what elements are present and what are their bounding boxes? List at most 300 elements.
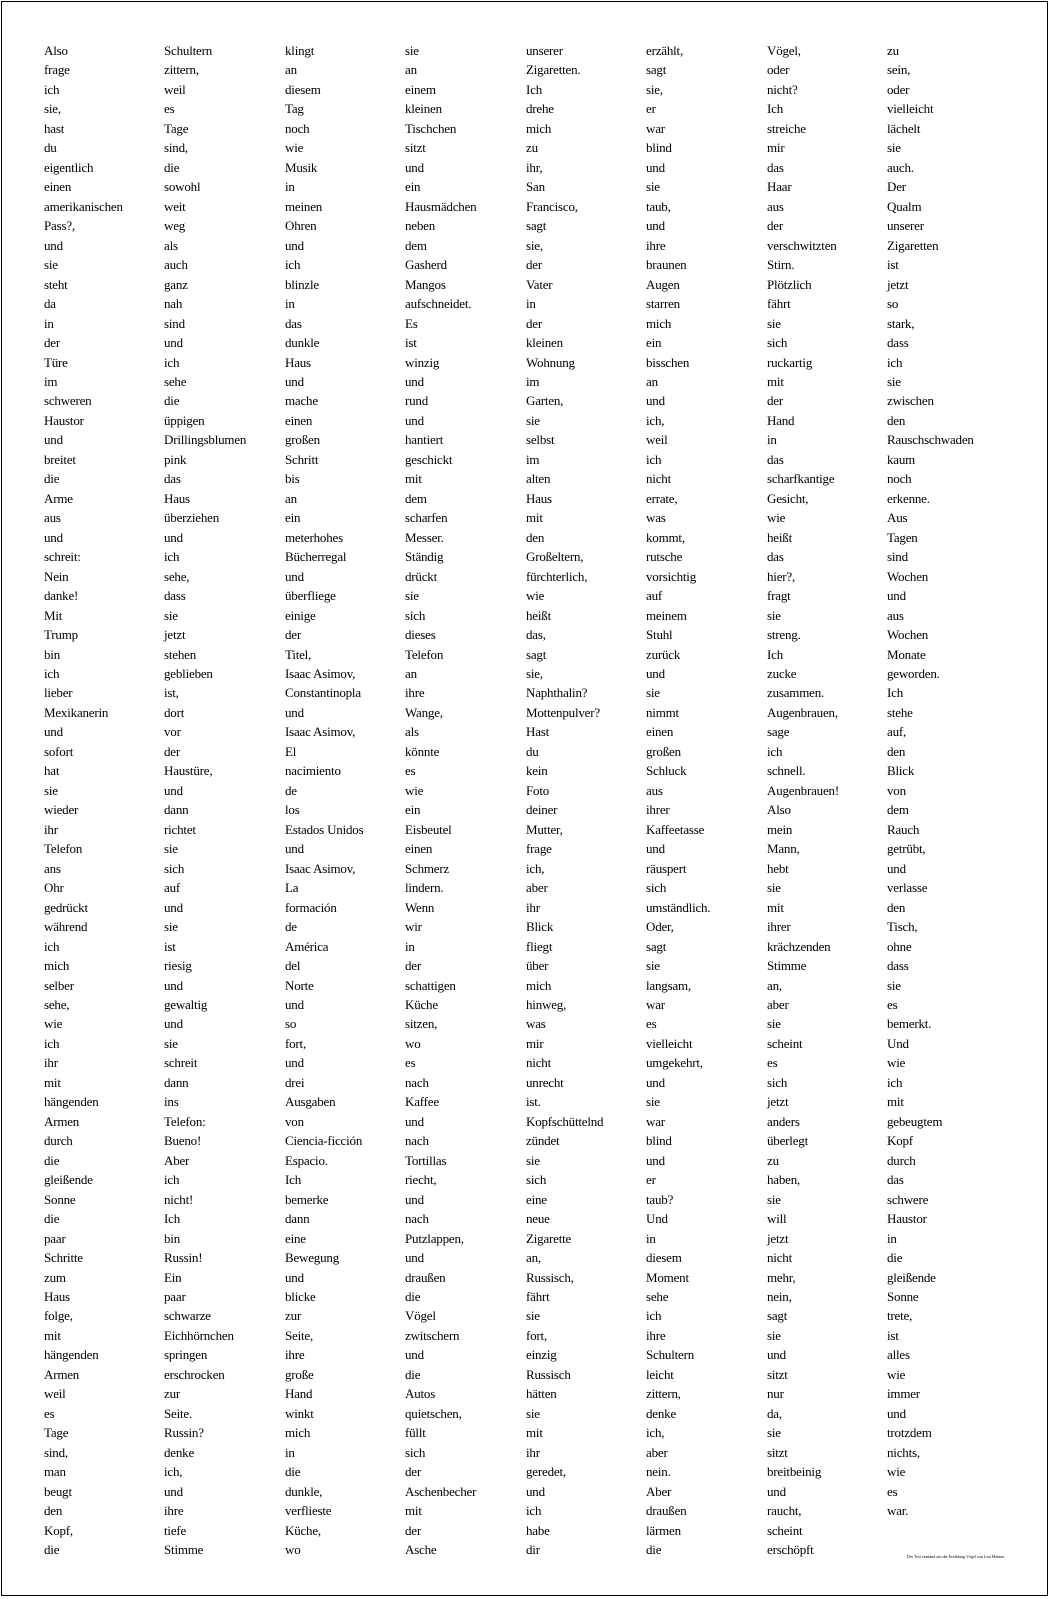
word: ist [887,1327,899,1343]
word: selber [44,977,74,993]
word: der [44,335,60,351]
word: zusammen. [767,685,825,701]
word: Ich [767,646,783,662]
word: sind, [164,140,188,156]
word: deiner [526,802,558,818]
word: Oder, [646,919,674,935]
word: diesem [285,81,321,97]
word: hast [44,120,65,136]
word: Vater [526,276,553,292]
word: ich [44,938,60,954]
word: Küche [405,996,438,1012]
word: mir [526,1035,544,1051]
word: und [767,1347,786,1363]
word: ist [887,257,899,273]
word: Kaffee [405,1094,439,1110]
word: ich [526,1503,542,1519]
word-column-8 [887,41,1007,1521]
word: einen [285,412,313,428]
word: üppigen [164,412,205,428]
word: bis [285,471,300,487]
word: aber [646,1444,668,1460]
word: Constantinopla [285,685,361,701]
word: und [164,529,183,545]
word-column-2 [164,41,284,1560]
word: kleinen [526,335,563,351]
word: Ständig [405,549,444,565]
word: mir [767,140,785,156]
word: mich [646,315,672,331]
word: sitzen, [405,1016,438,1032]
word: er [646,101,656,117]
word: die [646,1542,662,1558]
word: da [44,296,56,312]
word: großen [285,432,320,448]
word: sehe, [164,568,190,584]
word: Garten, [526,393,564,409]
word: denke [646,1405,677,1421]
word: Und [646,1211,668,1227]
word: Russin! [164,1250,203,1266]
word: und [285,1055,304,1071]
word: zittern, [164,62,199,78]
word: sind [164,315,185,331]
word: hantiert [405,432,444,448]
word: das [767,549,784,565]
word: erkenne. [887,490,930,506]
word: sehe [646,1289,669,1304]
word: Haus [164,490,190,506]
word: ans [44,860,61,876]
word: de [285,782,297,798]
word: richtet [164,821,196,837]
word: Kopf, [44,1522,73,1538]
word: zum [44,1269,66,1285]
word: nein, [767,1289,792,1304]
word: Stirn. [767,257,795,273]
word: sie [646,179,660,195]
word: mit [44,1074,61,1090]
word: lieber [44,685,73,701]
word: sie, [44,101,61,117]
word: mit [526,510,543,526]
word: Mexikanerin [44,704,109,720]
word: Hand [285,1386,313,1402]
word: Zigaretten. [526,62,581,78]
word: Stuhl [646,627,673,643]
word: Asche [405,1542,437,1558]
word: sagt [646,62,667,78]
word: Bewegung [285,1250,339,1266]
word: du [44,140,57,156]
word: sie, [526,666,543,681]
word: Ausgaben [285,1094,336,1110]
word: frage [44,62,70,78]
word: zu [767,1152,779,1168]
word: noch [285,120,310,136]
word: auch. [887,159,914,175]
word: sie [164,1035,178,1051]
word: Haus [526,490,552,506]
word: sie [164,919,178,935]
word: da, [767,1405,782,1421]
word: krächzenden [767,938,831,954]
word: mit [526,1425,543,1441]
word: sie [164,607,178,623]
word: es [164,101,175,117]
word: und [646,218,665,234]
word: überlegt [767,1133,808,1149]
word: in [887,1230,897,1246]
word: das [767,451,784,467]
word: Wochen [887,568,929,584]
word: sein, [887,62,911,78]
word: verschwitzten [767,237,837,253]
word: und [164,782,183,798]
word: mich [44,958,70,974]
word: ist, [164,685,179,701]
word: er [646,1172,656,1188]
word: eine [285,1230,306,1246]
word: geredet, [526,1464,566,1480]
word: dann [285,1211,310,1227]
word: Türe [44,354,68,370]
word: ich, [646,412,665,428]
word: gleißende [44,1172,93,1188]
word: an [646,373,658,389]
word: einen [405,841,433,857]
word: es [405,1055,416,1071]
word: gedrückt [44,899,88,915]
word: aus [767,198,784,214]
word: alten [526,471,551,487]
word: blinzle [285,276,319,292]
word: auf [164,880,180,896]
word: sage [767,724,790,740]
word: ihre [285,1347,305,1363]
word: und [646,159,665,175]
word: und [405,1250,424,1266]
word: Tage [164,120,189,136]
word: der [767,393,783,409]
word: fragt [767,588,791,604]
word: sagt [526,646,547,662]
word: drehe [526,101,554,117]
word: noch [887,471,912,487]
word: das [164,471,181,487]
word: sie [44,257,58,273]
word: erzählt, [646,43,684,58]
word: den [887,899,906,915]
word: Also [767,802,791,818]
word: heißt [526,607,551,623]
word: eigentlich [44,159,94,175]
word: winkt [285,1405,314,1421]
word: und [405,1113,424,1129]
word: im [526,451,540,467]
word: Telefon [44,841,83,857]
word: gewaltig [164,996,208,1012]
word: gleißende [887,1269,936,1285]
word: Vögel [405,1308,436,1324]
word: mit [44,1327,61,1343]
word: anders [767,1113,800,1129]
word: sich [767,335,788,351]
word: sagt [767,1308,788,1324]
word: das [285,315,302,331]
word: dunkle, [285,1483,323,1499]
word: dass [164,588,186,604]
word: zurück [646,646,681,662]
word: Tisch, [887,919,918,935]
word: nicht? [767,81,798,97]
word: geschickt [405,451,453,467]
word: und [285,704,304,720]
word: sie [44,782,58,798]
word: aus [887,607,904,623]
word: nicht! [164,1191,194,1207]
word: Wohnung [526,354,575,370]
word: Bücherregal [285,549,347,565]
word: Rauch [887,821,920,837]
word: mich [526,120,552,136]
word: wie [887,1055,906,1071]
word: die [405,1366,421,1382]
word: bin [164,1230,181,1246]
word: was [646,510,666,526]
word: Tagen [887,529,918,545]
word: Schritte [44,1250,83,1266]
word: dunkle [285,335,320,351]
word: jetzt [767,1230,789,1246]
word: so [285,1016,297,1032]
word: Pass?, [44,218,75,234]
word: fährt [526,1289,550,1304]
word: Ich [526,81,542,97]
word: fort, [285,1035,307,1051]
word: sie [767,880,781,896]
word: fürchterlich, [526,568,588,584]
word: meinem [646,607,687,623]
word: zur [164,1386,180,1402]
word: nicht [767,1250,792,1266]
word: El [285,743,297,759]
word: sehe [164,373,187,389]
word: aber [526,880,548,896]
word: in [44,315,54,331]
word: die [164,159,180,175]
word: braunen [646,257,687,273]
word: Ciencia-ficción [285,1133,363,1149]
word: sagt [646,938,667,954]
word: und [646,666,665,681]
word: Isaac Asimov, [285,860,356,876]
word-column-4 [405,41,525,1560]
word: und [887,1405,906,1421]
word: selbst [526,432,555,448]
word: Großeltern, [526,549,584,565]
word: mit [405,471,422,487]
word: Eisbeutel [405,821,452,837]
word: verlasse [887,880,928,896]
word: gebeugtem [887,1113,943,1129]
word: die [44,1152,60,1168]
word-column-7 [767,41,887,1560]
word: als [405,724,419,740]
word: ich [887,1074,903,1090]
word: und [44,432,63,448]
word: immer [887,1386,920,1402]
word: Haustor [887,1211,927,1227]
word: Sonne [887,1289,919,1304]
word: wie [405,782,424,798]
word: sie [526,1308,540,1324]
word: an, [526,1250,541,1266]
word: ihr [526,899,540,915]
word: Tortillas [405,1152,447,1168]
word: mich [526,977,552,993]
word: Russisch [526,1366,571,1382]
word: Ich [887,685,903,701]
word: vorsichtig [646,568,696,584]
word: wie [887,1464,906,1480]
word: räuspert [646,860,687,876]
word: los [285,802,300,818]
word: winzig [405,354,440,370]
word: sofort [44,743,74,759]
word: blicke [285,1289,316,1304]
word: sie [767,1191,781,1207]
word-column-1 [44,41,164,1560]
word: quietschen, [405,1405,462,1421]
word-column-6 [646,41,766,1560]
word: ich, [526,860,545,876]
word: war [646,996,665,1012]
word: raucht, [767,1503,802,1519]
word: kleinen [405,101,442,117]
word: Ein [164,1269,182,1285]
word: die [44,1542,60,1558]
word: der [285,627,301,643]
word: was [526,1016,546,1032]
word: Seite. [164,1405,193,1421]
word: Russisch, [526,1269,574,1285]
word: Aschenbecher [405,1483,477,1499]
word: der [405,1522,421,1538]
word: ihr [526,1444,540,1460]
word: Also [44,43,68,58]
word: der [405,1464,421,1480]
word: man [44,1464,66,1480]
word: eine [526,1191,547,1207]
word: Hand [767,412,795,428]
word: an [405,62,417,78]
word: Telefon: [164,1113,206,1129]
word: und [646,1152,665,1168]
word: Zigarette [526,1230,572,1246]
word: Stimme [164,1542,204,1558]
word: Moment [646,1269,689,1285]
word: in [285,1444,295,1460]
word: dir [526,1542,540,1558]
word: ins [164,1094,179,1110]
word: Gasherd [405,257,447,273]
word: im [44,373,58,389]
word: Nein [44,568,69,584]
word: ich [164,549,180,565]
word-column-3 [285,41,405,1560]
word: jetzt [887,276,909,292]
word: die [285,1464,301,1480]
word: und [44,529,63,545]
word: nichts, [887,1444,920,1460]
word: fährt [767,296,791,312]
word: sie [526,1152,540,1168]
word: Kopfschüttelnd [526,1113,604,1129]
word: Blick [887,763,915,779]
word: trotzdem [887,1425,932,1441]
credit-line: Der Text entstand aus der Erzählung Vögel von Lisa Mönner. [907,1554,1006,1559]
word: starren [646,296,680,312]
word: und [887,588,906,604]
word: paar [44,1230,66,1246]
word: hier?, [767,568,796,584]
word: de [285,919,297,935]
word: zittern, [646,1386,681,1402]
word: Isaac Asimov, [285,724,356,740]
word: könnte [405,743,440,759]
word: und [285,373,304,389]
word: mache [285,393,318,409]
word: einem [405,81,436,97]
word: meterhohes [285,529,343,545]
word: sie [767,315,781,331]
word: an [405,666,417,681]
word: Augen [646,276,680,292]
word: wie [526,588,545,604]
word: und [285,568,304,584]
word: Isaac Asimov, [285,666,356,681]
word: auch [164,257,188,273]
word: jetzt [164,627,186,643]
word: hängenden [44,1347,99,1363]
word: ihr, [526,159,543,175]
word: Blick [526,919,554,935]
word: Schultern [164,43,213,58]
word: Foto [526,782,550,798]
word: weg [164,218,186,234]
word: auf [646,588,662,604]
word: fort, [526,1327,548,1343]
word: San [526,179,545,195]
word: geblieben [164,666,213,681]
word: Augenbrauen, [767,704,838,720]
word: Ich [285,1172,301,1188]
word: es [887,996,898,1012]
word: es [646,1016,657,1032]
word: América [285,938,329,954]
word: überfliege [285,588,336,604]
word: ruckartig [767,354,813,370]
word: und [44,724,63,740]
word: den [887,743,906,759]
word: leicht [646,1366,674,1382]
word: dem [405,490,427,506]
word: ein [285,510,301,526]
word: wo [405,1035,421,1051]
word: schreit [164,1055,198,1071]
word: ihr [44,1055,58,1071]
